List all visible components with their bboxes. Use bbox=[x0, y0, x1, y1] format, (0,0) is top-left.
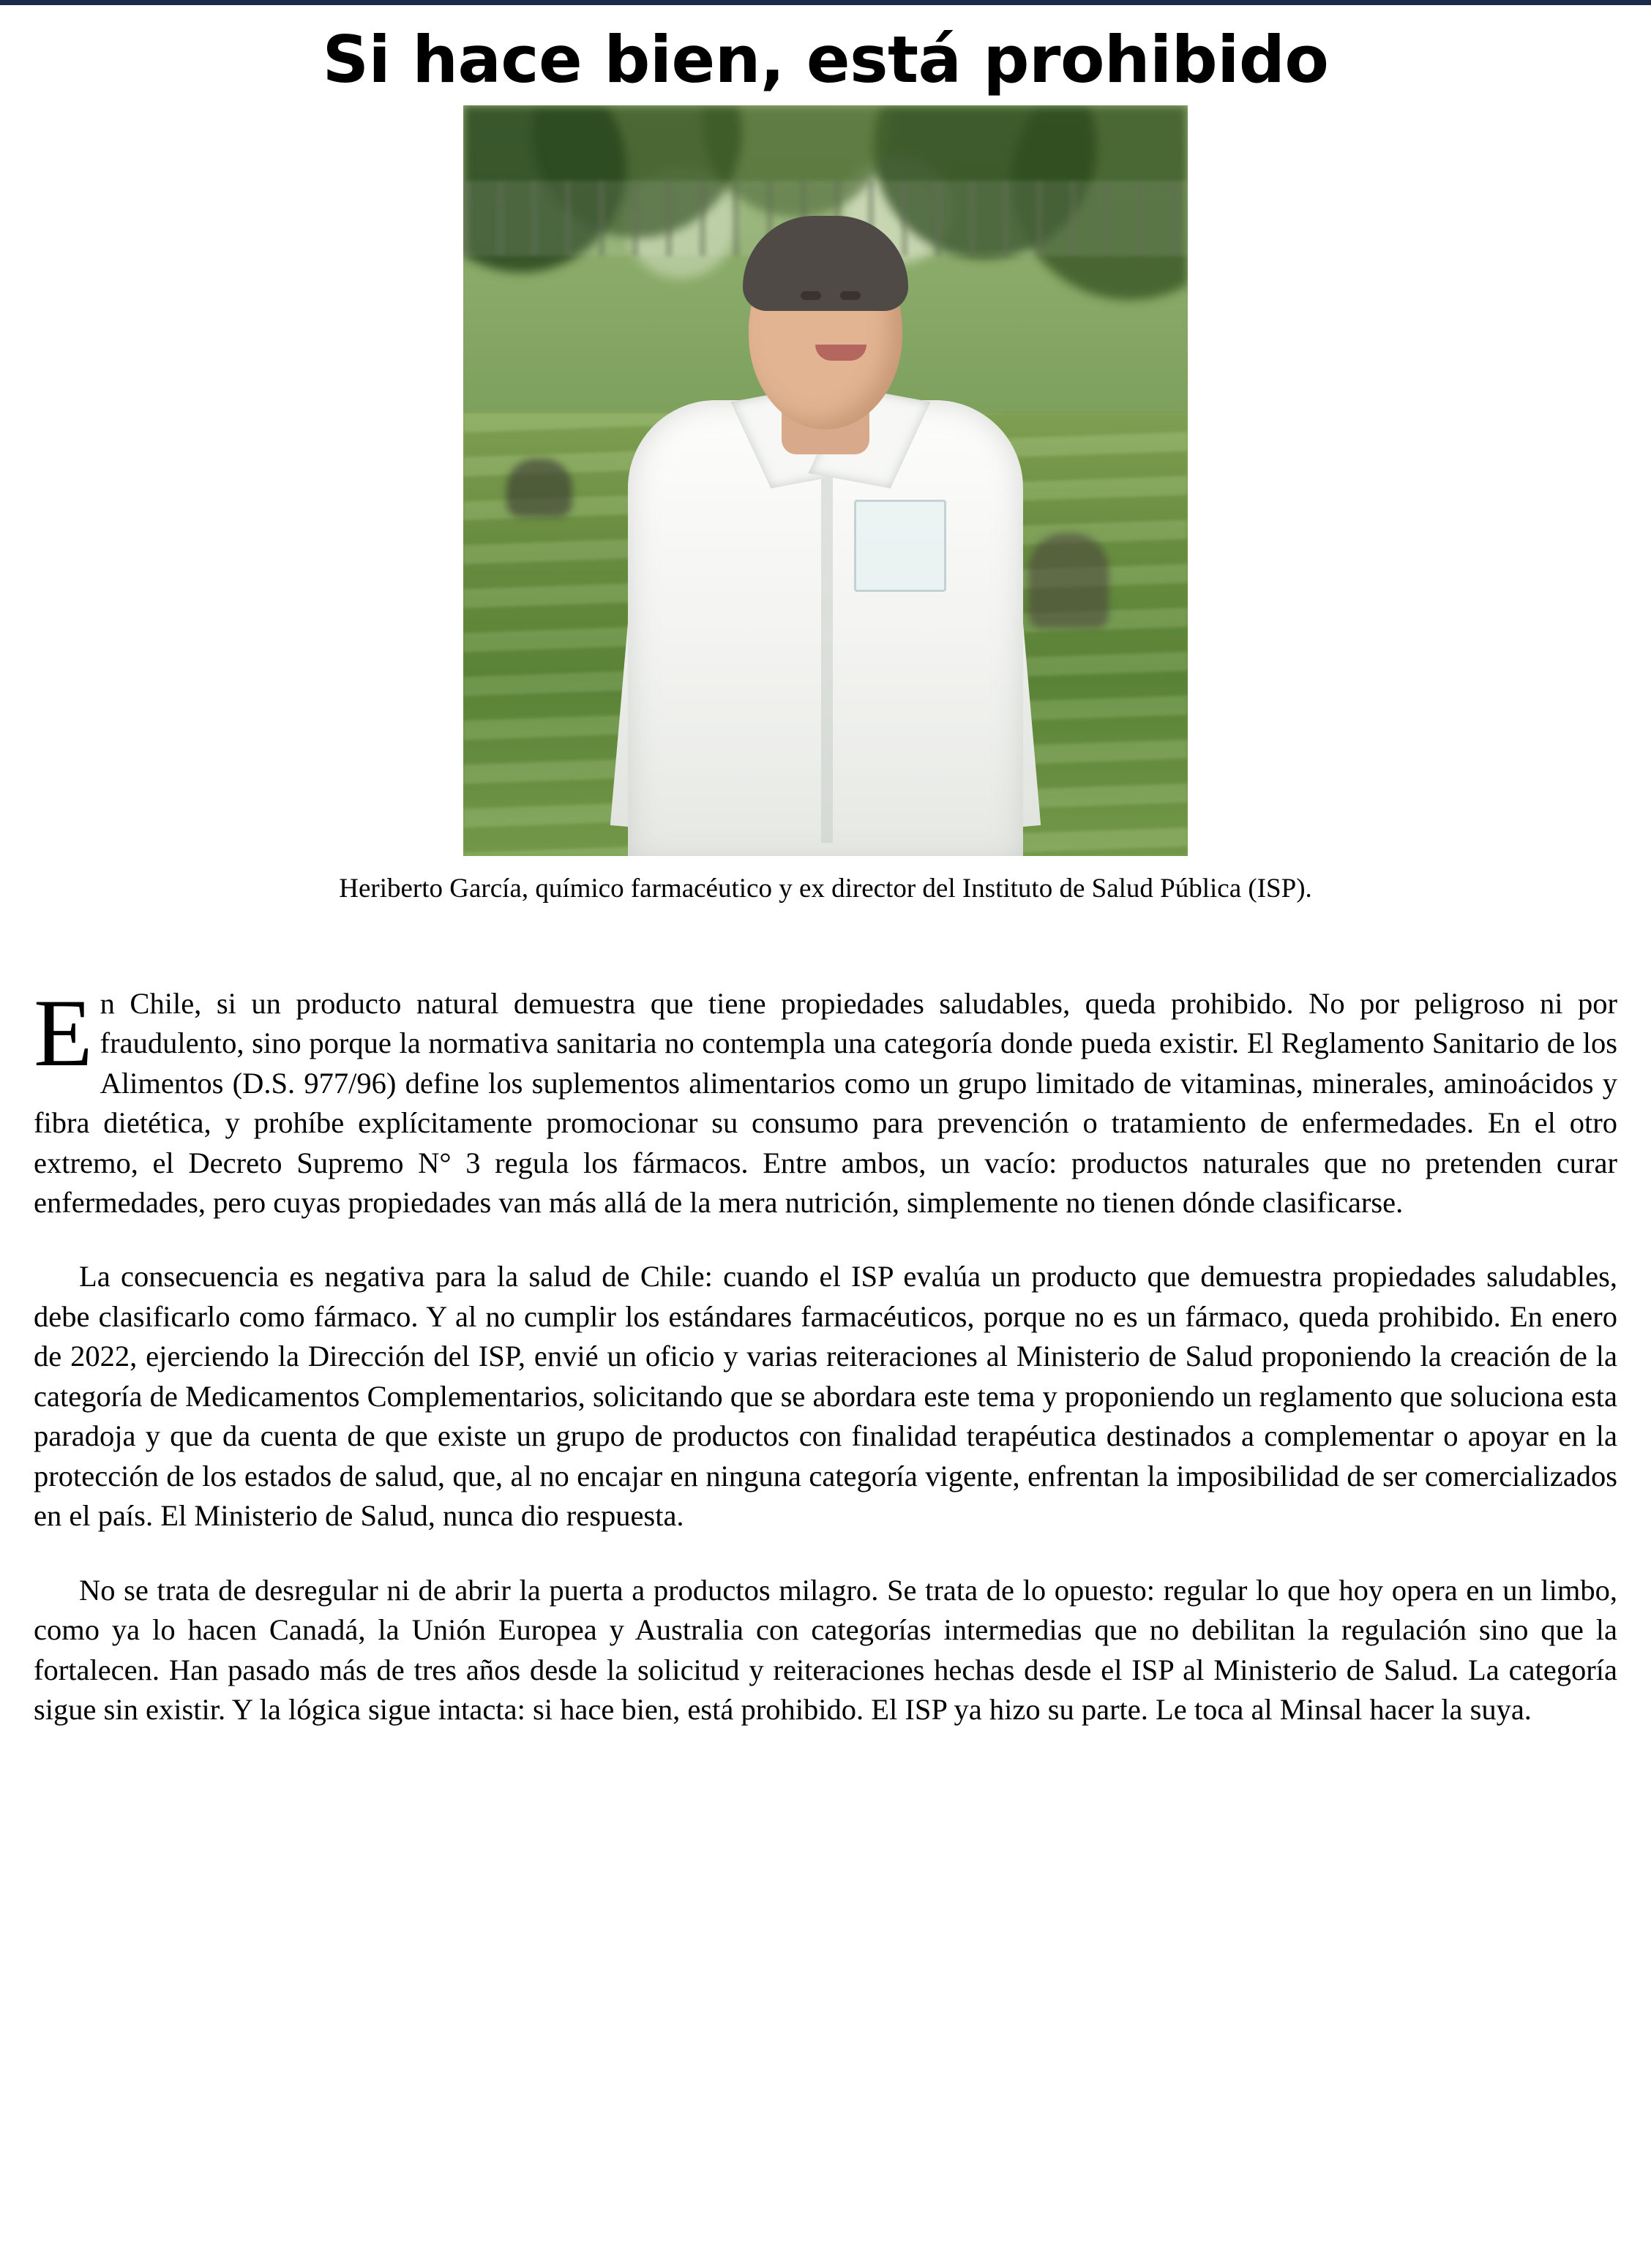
article-body bbox=[34, 978, 1617, 1730]
photo-background-person-left bbox=[506, 459, 572, 517]
photo-background-person-right bbox=[1028, 533, 1109, 628]
subject-shirt-placket bbox=[821, 434, 833, 844]
photo-caption: Heriberto García, químico farmacéutico y ex director del Instituto de Salud Pública (ISP). bbox=[339, 874, 1312, 904]
paragraph-2: La consecuencia es negativa para la salud de Chile: cuando el ISP evalúa un producto que demuestra propiedades saludables, debe clasificarlo como fármaco. Y al no cumplir los estándares farmacéuticos, porque no es un fármaco, queda prohibido. En enero de 2022, ejerciendo la Dirección del ISP, envié un oficio y varias reiteraciones al Ministerio de Salud proponiendo la creación de la categoría de Medicamentos Complementarios, solicitando que se abordara este tema y proponiendo un reglamento que soluciona esta paradoja y que da cuenta de que existe un grupo de productos con finalidad terapéutica destinados a complementar o apoyar en la protección de los estados de salud, que, al no encajar en ninguna categoría vigente, enfrentan la imposibilidad de ser comercializados en el país. El Ministerio de Salud, nunca dio respuesta. bbox=[34, 1260, 1617, 1533]
subject-hair bbox=[743, 216, 908, 311]
paragraph-3: No se trata de desregular ni de abrir la puerta a productos milagro. Se trata de lo opuesto: regular lo que hoy opera en un limbo, como ya lo hacen Canadá, la Unión Europea y Australia con categorías intermedias que no debilitan la regulación sino que la fortalecen. Han pasado más de tres años desde la solicitud y reiteraciones hechas desde el ISP al Ministerio de Salud. La categoría sigue sin existir. Y la lógica sigue intacta: si hace bien, está prohibido. El ISP ya hizo su parte. Le toca al Minsal hacer la suya. bbox=[34, 1573, 1617, 1727]
photo-subject bbox=[621, 196, 1030, 857]
subject-eye-left bbox=[801, 291, 821, 300]
paragraph-1-text: n Chile, si un producto natural demuestra que tiene propiedades saludables, queda prohibido. No por peligroso ni por fraudulento, sino porque la normativa sanitaria no contempla una categoría donde pueda existir. El Reglamento Sanitario de los Alimentos (D.S. 977/96) define los suplementos alimentarios como un grupo limitado de vitaminas, minerales, aminoácidos y fibra dietética, y prohíbe explícitamente promocionar su consumo para prevención o tratamiento de enfermedades. En el otro extremo, el Decreto Supremo N° 3 regula los fármacos. Entre ambos, un vacío: productos naturales que no pretenden curar enfermedades, pero cuyas propiedades van más allá de la mera nutrición, simplemente no tienen dónde clasificarse. bbox=[34, 986, 1617, 1219]
subject-eye-right bbox=[840, 291, 861, 300]
drop-cap: E bbox=[34, 978, 93, 1086]
page-top-rule bbox=[0, 0, 1651, 5]
subject-shirt-pocket bbox=[854, 500, 946, 592]
article-figure bbox=[34, 105, 1617, 906]
portrait-photo bbox=[463, 105, 1188, 856]
paragraph-1 bbox=[34, 978, 1617, 1223]
page-title: Si hace bien, está prohibido bbox=[322, 22, 1329, 97]
